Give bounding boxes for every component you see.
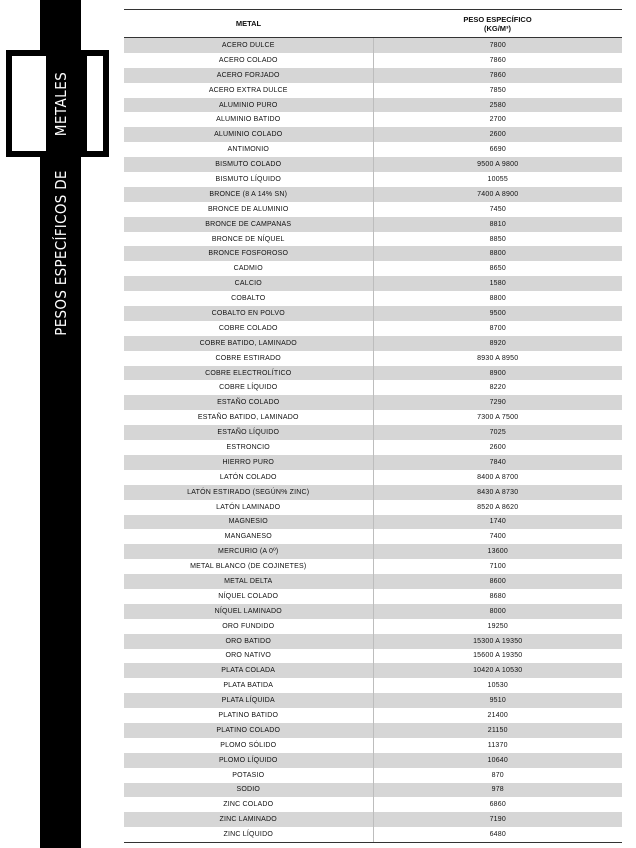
peso-cell: 8000 xyxy=(489,607,506,615)
metal-cell: ACERO EXTRA DULCE xyxy=(124,83,374,98)
metal-cell: ESTAÑO COLADO xyxy=(124,395,374,410)
metal-cell: METAL DELTA xyxy=(124,574,374,589)
peso-cell: 8680 xyxy=(489,592,506,600)
peso-cell: 1580 xyxy=(489,280,506,288)
table-row xyxy=(124,202,622,217)
peso-cell: 6690 xyxy=(489,146,506,154)
table-row xyxy=(124,723,622,738)
table-row xyxy=(124,544,622,559)
peso-cell: 9500 xyxy=(489,309,506,317)
peso-cell: 8220 xyxy=(489,384,506,392)
metal-cell: METAL BLANCO (DE COJINETES) xyxy=(124,559,374,574)
metal-cell: BISMUTO LÍQUIDO xyxy=(124,172,374,187)
peso-cell: 2600 xyxy=(489,443,506,451)
metal-cell: ALUMINIO BATIDO xyxy=(124,112,374,127)
table-row xyxy=(124,68,622,83)
metal-cell: ALUMINIO COLADO xyxy=(124,127,374,142)
header-peso-unit: (KG/M³) xyxy=(483,23,512,33)
peso-cell: 8920 xyxy=(489,339,506,347)
peso-cell: 21400 xyxy=(487,712,508,720)
peso-cell: 6480 xyxy=(489,831,506,839)
metal-cell: COBRE BATIDO, LAMINADO xyxy=(124,336,374,351)
table-row xyxy=(124,157,622,172)
metal-cell: NÍQUEL COLADO xyxy=(124,589,374,604)
peso-cell: 6860 xyxy=(489,801,506,809)
metal-cell: PLOMO LÍQUIDO xyxy=(124,753,374,768)
peso-cell: 7860 xyxy=(489,56,506,64)
metal-cell: BRONCE DE CAMPANAS xyxy=(124,217,374,232)
peso-cell: 7860 xyxy=(489,71,506,79)
metal-cell: COBALTO EN POLVO xyxy=(124,306,374,321)
table-row xyxy=(124,812,622,827)
peso-cell: 7840 xyxy=(489,458,506,466)
peso-cell: 8600 xyxy=(489,578,506,585)
metal-cell: ACERO DULCE xyxy=(124,38,374,53)
peso-cell: 7850 xyxy=(489,86,506,94)
metal-cell: MANGANESO xyxy=(124,529,374,544)
peso-cell: 8800 xyxy=(489,250,506,258)
table-row xyxy=(124,336,622,351)
peso-cell: 11370 xyxy=(487,741,508,749)
table-row xyxy=(124,753,622,768)
peso-cell: 8430 A 8730 xyxy=(477,488,519,496)
metal-cell: LATÓN LAMINADO xyxy=(124,500,374,515)
peso-cell: 7300 A 7500 xyxy=(477,414,519,422)
table-row xyxy=(124,351,622,366)
peso-cell: 13600 xyxy=(487,548,508,556)
metal-cell: NÍQUEL LAMINADO xyxy=(124,604,374,619)
table-row xyxy=(124,217,622,232)
table-row xyxy=(124,634,622,649)
metal-cell: PLOMO SÓLIDO xyxy=(124,738,374,753)
peso-cell: 8900 xyxy=(489,369,506,377)
peso-cell: 8930 A 8950 xyxy=(477,354,519,362)
metal-cell: COBRE ESTIRADO xyxy=(124,351,374,366)
table-row xyxy=(124,589,622,604)
table-row xyxy=(124,708,622,723)
peso-cell: 7190 xyxy=(489,816,506,824)
table-row xyxy=(124,366,622,381)
table-row xyxy=(124,38,622,53)
table-row xyxy=(124,604,622,619)
table-row xyxy=(124,410,622,425)
metal-cell: BRONCE DE ALUMINIO xyxy=(124,202,374,217)
table-row xyxy=(124,291,622,306)
table-row xyxy=(124,53,622,68)
table-body xyxy=(124,38,622,842)
table-row xyxy=(124,112,622,127)
metal-cell: ORO FUNDIDO xyxy=(124,619,374,634)
metal-cell: COBRE COLADO xyxy=(124,321,374,336)
table-row xyxy=(124,232,622,247)
peso-cell: 2580 xyxy=(489,101,506,109)
metal-cell: ZINC LÍQUIDO xyxy=(124,827,374,842)
peso-cell: 21150 xyxy=(487,726,508,734)
table-row xyxy=(124,276,622,291)
table-row xyxy=(124,246,622,261)
metal-cell: PLATA LÍQUIDA xyxy=(124,693,374,708)
table-row xyxy=(124,187,622,202)
metal-cell: PLATINO BATIDO xyxy=(124,708,374,723)
table-row xyxy=(124,440,622,455)
peso-cell: 15300 A 19350 xyxy=(473,637,523,645)
metal-cell: POTASIO xyxy=(124,768,374,783)
metal-cell: ACERO FORJADO xyxy=(124,68,374,83)
peso-cell: 7400 xyxy=(489,533,506,541)
metal-cell: PLATA BATIDA xyxy=(124,678,374,693)
metal-cell: LATÓN COLADO xyxy=(124,470,374,485)
metal-cell: COBALTO xyxy=(124,291,374,306)
metal-cell: ESTRONCIO xyxy=(124,440,374,455)
table-row xyxy=(124,797,622,812)
metal-cell: ZINC LAMINADO xyxy=(124,812,374,827)
metal-cell: ORO BATIDO xyxy=(124,634,374,649)
peso-cell: 10530 xyxy=(487,682,508,690)
table-row xyxy=(124,738,622,753)
peso-cell: 8810 xyxy=(489,220,506,228)
peso-cell: 10420 A 10530 xyxy=(473,667,523,675)
metal-cell: BRONCE (8 A 14% SN) xyxy=(124,187,374,202)
peso-cell: 15600 A 19350 xyxy=(473,652,523,660)
table-row xyxy=(124,321,622,336)
peso-cell: 8400 A 8700 xyxy=(477,473,519,481)
table-row xyxy=(124,574,622,589)
table-row xyxy=(124,306,622,321)
table-row xyxy=(124,172,622,187)
metal-cell: MAGNESIO xyxy=(124,515,374,530)
peso-cell: 8700 xyxy=(489,324,506,332)
metal-cell: LATÓN ESTIRADO (SEGÚN% ZINC) xyxy=(124,485,374,500)
peso-cell: 10055 xyxy=(487,175,508,183)
table-row xyxy=(124,500,622,515)
peso-cell: 8850 xyxy=(489,235,506,243)
table-row xyxy=(124,485,622,500)
table-row xyxy=(124,380,622,395)
metal-cell: BRONCE FOSFOROSO xyxy=(124,246,374,261)
peso-cell: 8650 xyxy=(489,265,506,273)
peso-cell: 7450 xyxy=(489,205,506,213)
metal-cell: HIERRO PURO xyxy=(124,455,374,470)
table-row xyxy=(124,768,622,783)
metal-cell: ANTIMONIO xyxy=(124,142,374,157)
peso-cell: 7025 xyxy=(489,429,506,437)
metal-cell: CALCIO xyxy=(124,276,374,291)
table-row xyxy=(124,619,622,634)
peso-cell: 7290 xyxy=(489,399,506,407)
metal-cell: COBRE LÍQUIDO xyxy=(124,380,374,395)
peso-cell: 8800 xyxy=(489,295,506,303)
header-metal: METAL xyxy=(235,19,262,28)
table-row xyxy=(124,142,622,157)
table-row xyxy=(124,678,622,693)
table-row xyxy=(124,783,622,798)
table-row xyxy=(124,83,622,98)
peso-cell: 10640 xyxy=(487,756,508,764)
peso-cell: 7800 xyxy=(489,41,506,49)
peso-cell: 7400 A 8900 xyxy=(477,190,519,198)
metal-cell: MERCURIO (A 0º) xyxy=(124,544,374,559)
metal-cell: ORO NATIVO xyxy=(124,649,374,664)
table-row xyxy=(124,425,622,440)
metal-cell: ACERO COLADO xyxy=(124,53,374,68)
table-row xyxy=(124,98,622,113)
peso-cell: 7100 xyxy=(489,563,506,571)
peso-cell: 1740 xyxy=(489,518,506,526)
metal-cell: ZINC COLADO xyxy=(124,797,374,812)
table-header xyxy=(124,10,622,38)
peso-cell: 19250 xyxy=(487,622,508,630)
table-row xyxy=(124,261,622,276)
table-row xyxy=(124,559,622,574)
metal-cell: SODIO xyxy=(124,783,374,798)
table-row xyxy=(124,455,622,470)
peso-cell: 870 xyxy=(491,771,504,779)
peso-cell: 2700 xyxy=(489,116,506,124)
metal-cell: BRONCE DE NÍQUEL xyxy=(124,232,374,247)
metal-cell: PLATINO COLADO xyxy=(124,723,374,738)
metal-cell: CADMIO xyxy=(124,261,374,276)
table-row xyxy=(124,515,622,530)
table-row xyxy=(124,663,622,678)
table-row xyxy=(124,127,622,142)
table-row xyxy=(124,827,622,842)
table-row xyxy=(124,395,622,410)
table-row xyxy=(124,529,622,544)
peso-cell: 8520 A 8620 xyxy=(477,503,519,511)
metal-cell: BISMUTO COLADO xyxy=(124,157,374,172)
table-row xyxy=(124,693,622,708)
metal-cell: PLATA COLADA xyxy=(124,663,374,678)
specific-weight-table xyxy=(124,9,622,843)
metal-cell: COBRE ELECTROLÍTICO xyxy=(124,366,374,381)
peso-cell: 9510 xyxy=(489,697,506,705)
header-peso xyxy=(373,15,622,33)
peso-cell: 9500 A 9800 xyxy=(477,161,519,169)
metal-cell: ESTAÑO LÍQUIDO xyxy=(124,425,374,440)
header-peso-label: PESO ESPECÍFICO xyxy=(463,14,532,24)
metal-cell: ESTAÑO BATIDO, LAMINADO xyxy=(124,410,374,425)
metal-cell: ALUMINIO PURO xyxy=(124,98,374,113)
table-row xyxy=(124,649,622,664)
pesos-especificos-subtitle: PESOS ESPECÍFICOS DE xyxy=(52,170,70,336)
peso-cell: 2600 xyxy=(489,131,506,139)
peso-cell: 978 xyxy=(491,786,504,794)
metales-title: METALES xyxy=(52,71,70,137)
table-row xyxy=(124,470,622,485)
